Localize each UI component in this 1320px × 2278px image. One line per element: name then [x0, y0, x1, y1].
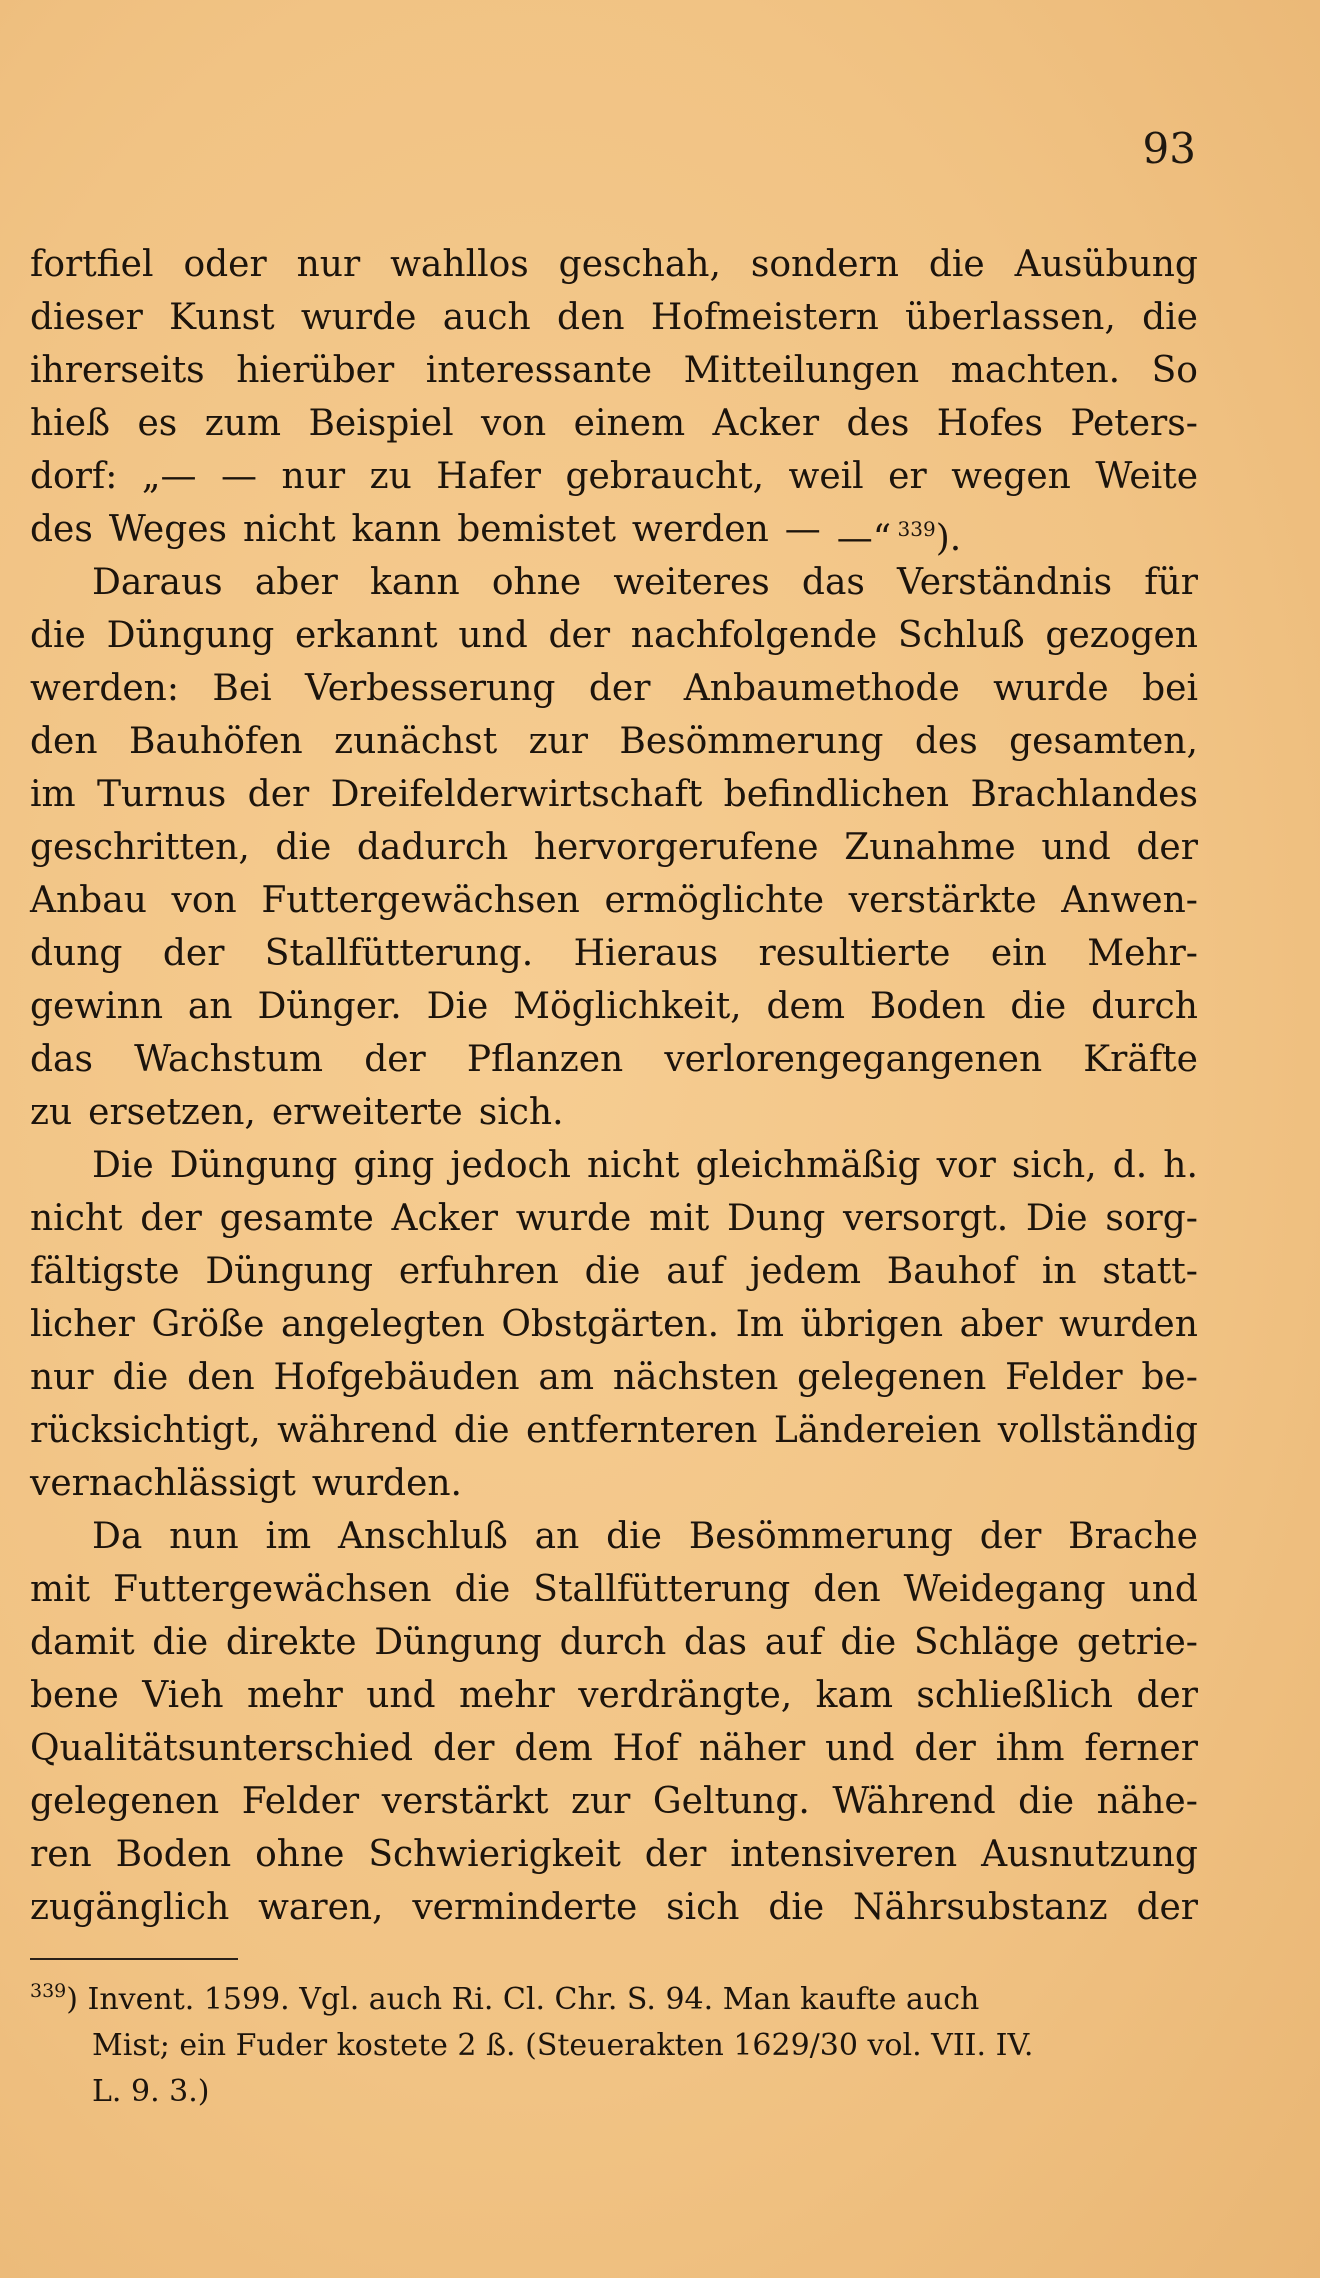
text-line [30, 662, 1198, 715]
word: werden: [30, 668, 179, 709]
word: auch [442, 297, 531, 338]
word: bemistet [457, 509, 616, 550]
word: die [1010, 986, 1067, 1027]
word: Stallfütterung [533, 1569, 791, 1610]
text-line [30, 291, 1198, 344]
word: verstärkte [848, 880, 1037, 921]
text-line [30, 1033, 1198, 1086]
word: dieser [30, 297, 143, 338]
word: hieß [30, 403, 111, 444]
word: Wachstum [134, 1039, 324, 1080]
text-line [30, 1722, 1198, 1775]
word: ein [990, 933, 1047, 974]
word: am [538, 1357, 594, 1398]
word: durch [1091, 986, 1198, 1027]
word: nicht [586, 1145, 680, 1186]
text-line [30, 1616, 1198, 1669]
word: im [265, 1516, 312, 1557]
word: die [30, 615, 86, 656]
word: an [534, 1516, 580, 1557]
word: der [140, 1198, 202, 1239]
word: übrigen [800, 1304, 944, 1345]
footnote-separator [30, 1958, 238, 1960]
word: Dünger. [257, 986, 402, 1027]
word: des [30, 509, 93, 550]
word: überlassen, [905, 297, 1116, 338]
word: nachfolgende [630, 615, 878, 656]
word: Bei [212, 668, 272, 709]
word: der [1136, 827, 1198, 868]
word: Hofgebäuden [273, 1357, 520, 1398]
word: bene [30, 1675, 119, 1716]
word: nächsten [612, 1357, 779, 1398]
word: den [30, 721, 98, 762]
word: ferner [1084, 1728, 1198, 1769]
text-line [30, 1245, 1198, 1298]
paragraph-start-line [30, 1139, 1198, 1192]
word: hervorgerufene [533, 827, 819, 868]
word: Schluß [897, 615, 1025, 656]
word: des [914, 721, 978, 762]
word: Düngung [169, 1145, 338, 1186]
footnote-line: Mist; ein Fuder kostete 2 ß. (Steuerakten 1629/30 vol. VII. IV. [92, 2028, 1034, 2063]
word: resultierte [758, 933, 951, 974]
word: Felder [241, 1781, 360, 1822]
word: entfernteren [526, 1410, 758, 1451]
word: Acker [391, 1198, 499, 1239]
text-line [30, 1881, 1198, 1934]
word: intensiveren [730, 1834, 958, 1875]
word: in [1041, 1251, 1077, 1292]
word: hierüber [236, 350, 395, 391]
word: den [187, 1357, 255, 1398]
word: weiteres [613, 562, 770, 603]
word: Pflanzen [466, 1039, 624, 1080]
word: der [1136, 1887, 1198, 1928]
word: Schwierigkeit [368, 1834, 621, 1875]
word: ren [30, 1834, 92, 1875]
word: kann [370, 562, 460, 603]
footnote-reference: 339 [891, 517, 936, 541]
word: Turnus [97, 774, 227, 815]
text-line [30, 397, 1198, 450]
word: wegen [951, 456, 1071, 497]
word: Da [92, 1516, 143, 1557]
word: zur [528, 721, 588, 762]
footnote-text: ) Invent. 1599. Vgl. auch Ri. Cl. Chr. S. 94. Man kaufte auch [66, 1982, 980, 2017]
word: kam [815, 1675, 894, 1716]
word: oder [183, 244, 267, 285]
word: So [1151, 350, 1198, 391]
word: die [584, 1251, 641, 1292]
word: Hofmeistern [650, 297, 879, 338]
word: —“ $^{339}$). [836, 517, 962, 559]
text-line [30, 980, 1198, 1033]
word: und [1041, 827, 1111, 868]
word: Hafer [436, 456, 541, 497]
word: Anbaumethode [683, 668, 960, 709]
word: die [112, 1357, 169, 1398]
word: ohne [255, 1834, 345, 1875]
word: Stallfütterung. [264, 933, 534, 974]
word: Acker [712, 403, 820, 444]
word: mit [30, 1569, 91, 1610]
word: licher [30, 1304, 135, 1345]
word: Mehr- [1087, 933, 1198, 974]
word: Dung [726, 1198, 826, 1239]
word: und [1128, 1569, 1198, 1610]
word: der [364, 1039, 426, 1080]
word: — [784, 509, 821, 550]
word: Vieh [142, 1675, 224, 1716]
word: und [825, 1728, 895, 1769]
paragraph-end-line [30, 1086, 1198, 1139]
word: befindlichen [723, 774, 950, 815]
word: nähe- [1096, 1781, 1198, 1822]
word: erfuhren [398, 1251, 559, 1292]
word: gewinn [30, 986, 164, 1027]
word: ohne [491, 562, 582, 603]
word: Futtergewächsen [261, 880, 580, 921]
word: an [187, 986, 233, 1027]
page-number: 93 [1142, 124, 1196, 173]
word: ersetzen, [88, 1092, 256, 1133]
word: werden [631, 509, 769, 550]
word: damit [30, 1622, 135, 1663]
word: dem [766, 986, 845, 1027]
word: zunächst [334, 721, 498, 762]
text-line [30, 874, 1198, 927]
word: getrie- [1076, 1622, 1198, 1663]
word: der [914, 1728, 976, 1769]
text-line [30, 1351, 1198, 1404]
word: sich. [478, 1092, 564, 1133]
word: „— [141, 456, 197, 497]
word: der [979, 1516, 1042, 1557]
word: die [275, 827, 332, 868]
text-line [30, 1828, 1198, 1881]
text-line [30, 768, 1198, 821]
word: versorgt. [843, 1198, 1009, 1239]
word: einem [573, 403, 686, 444]
word: Größe [151, 1304, 265, 1345]
word: d. [1112, 1145, 1148, 1186]
word: Qualitätsunterschied [30, 1728, 414, 1769]
word: von [171, 880, 237, 921]
word: Verständnis [897, 562, 1113, 603]
word: aber [959, 1304, 1043, 1345]
word: jedoch [450, 1145, 571, 1186]
word: das [30, 1039, 93, 1080]
word: dung [30, 933, 123, 974]
word: mit [649, 1198, 710, 1239]
word: gleichmäßig [695, 1145, 921, 1186]
word: das [801, 562, 865, 603]
word: be- [1141, 1357, 1198, 1398]
word: ermöglichte [604, 880, 824, 921]
text-line [30, 1298, 1198, 1351]
word: die [454, 1569, 511, 1610]
text-line [30, 344, 1198, 397]
word: Futtergewächsen [113, 1569, 432, 1610]
word: Möglichkeit, [513, 986, 742, 1027]
word: Anwen- [1061, 880, 1198, 921]
word: zu [30, 1092, 73, 1133]
text-line [30, 1192, 1198, 1245]
word: Mitteilungen [683, 350, 920, 391]
word: direkte [225, 1622, 357, 1663]
word: Brache [1068, 1516, 1198, 1557]
word: Beispiel [308, 403, 454, 444]
word: gesamten, [1009, 721, 1198, 762]
word: Die [1025, 1198, 1088, 1239]
word: Düngung [374, 1622, 542, 1663]
word: der [644, 1834, 707, 1875]
word: nicht [243, 509, 336, 550]
word: dem [514, 1728, 593, 1769]
word: gelegenen [30, 1781, 220, 1822]
word: wurde [515, 1198, 632, 1239]
word: der [247, 774, 310, 815]
word: Geltung. [652, 1781, 810, 1822]
word: der [588, 668, 651, 709]
word: der [1136, 1675, 1198, 1716]
text-line-with-reference [30, 503, 1198, 559]
word: Düngung [205, 1251, 374, 1292]
text-line [30, 450, 1198, 503]
word: gezogen [1045, 615, 1198, 656]
word: sich [666, 1887, 740, 1928]
word: Felder [1005, 1357, 1123, 1398]
word: Weite [1095, 456, 1198, 497]
word: die [768, 1887, 825, 1928]
word: vernachlässigt [30, 1463, 296, 1504]
word: auf [666, 1251, 725, 1292]
word: den [557, 297, 625, 338]
word: erweiterte [271, 1092, 463, 1133]
word: zu [369, 456, 412, 497]
word: Die [92, 1145, 154, 1186]
word: ihrerseits [30, 350, 205, 391]
word: nur [296, 244, 361, 285]
word: weil [788, 456, 864, 497]
word: nun [169, 1516, 239, 1557]
word: Brachlandes [970, 774, 1198, 815]
word: der [162, 933, 225, 974]
word: — [221, 456, 258, 497]
word: für [1144, 562, 1198, 603]
word: Hofes [936, 403, 1043, 444]
word: die [606, 1516, 662, 1557]
word: geschah, [558, 244, 721, 285]
word: machten. [950, 350, 1121, 391]
word: Hof [612, 1728, 680, 1769]
word: geschritten, [30, 827, 250, 868]
word: wurde [993, 668, 1109, 709]
word: Bauhöfen [128, 721, 303, 762]
word: Besömmerung [688, 1516, 953, 1557]
word: das [684, 1622, 748, 1663]
word: Boden [869, 986, 986, 1027]
word: nur [30, 1357, 94, 1398]
word: gebraucht, [565, 456, 765, 497]
word: und [366, 1675, 436, 1716]
word: Boden [115, 1834, 232, 1875]
word: der [432, 1728, 495, 1769]
word: Schläge [913, 1622, 1060, 1663]
word: wahllos [390, 244, 529, 285]
word: zum [204, 403, 282, 444]
text-line [30, 1404, 1198, 1457]
word: bei [1142, 668, 1198, 709]
word: fältigste [30, 1251, 180, 1292]
word: ihm [995, 1728, 1065, 1769]
word: sich, [1011, 1145, 1097, 1186]
word: kann [351, 509, 442, 550]
word: Ausnutzung [981, 1834, 1198, 1875]
text-line [30, 1563, 1198, 1616]
word: Anbau [30, 880, 147, 921]
word: Weges [108, 509, 228, 550]
word: die [928, 244, 985, 285]
word: wurden. [311, 1463, 462, 1504]
word: schließlich [916, 1675, 1113, 1716]
word: Hieraus [573, 933, 719, 974]
word: wurden [1059, 1304, 1198, 1345]
word: Kunst [169, 297, 275, 338]
text-line [30, 609, 1198, 662]
word: dorf: [30, 456, 118, 497]
word: der [548, 615, 611, 656]
word: den [813, 1569, 881, 1610]
word: angelegten [281, 1304, 485, 1345]
paragraph-start-line [30, 1510, 1198, 1563]
word: er [888, 456, 927, 497]
word: durch [559, 1622, 667, 1663]
text-line [30, 927, 1198, 980]
word: Obstgärten. [501, 1304, 720, 1345]
paragraph-start-line [30, 556, 1198, 609]
footnote-line [30, 1968, 1198, 2023]
word: gesamte [219, 1198, 374, 1239]
reference-closing: ). [935, 518, 962, 559]
word: Ausübung [1014, 244, 1198, 285]
word: sondern [750, 244, 899, 285]
footnote-line: L. 9. 3.) [92, 2074, 210, 2109]
text-line [30, 715, 1198, 768]
word: Bauhof [886, 1251, 1017, 1292]
word: erkannt [295, 615, 438, 656]
word: Zunahme [844, 827, 1016, 868]
word: die [453, 1410, 510, 1451]
word: auf [764, 1622, 823, 1663]
word: statt- [1102, 1251, 1198, 1292]
footnote [30, 1968, 1198, 2115]
word: Besömmerung [619, 721, 884, 762]
word: die [152, 1622, 209, 1663]
body-text [30, 238, 1198, 1934]
word: Anschluß [338, 1516, 508, 1557]
word: die [1018, 1781, 1075, 1822]
word: nicht [30, 1198, 123, 1239]
word: zugänglich [30, 1887, 230, 1928]
word: mehr [458, 1675, 555, 1716]
footnote-marker: 339 [30, 1980, 67, 2002]
word: Peters- [1070, 403, 1198, 444]
word: und [458, 615, 528, 656]
word: jedem [750, 1251, 861, 1292]
word: Dreifelderwirtschaft [330, 774, 703, 815]
word: verminderte [412, 1887, 638, 1928]
word: waren, [258, 1887, 384, 1928]
word: zur [570, 1781, 631, 1822]
word: interessante [425, 350, 653, 391]
word: Kräfte [1083, 1039, 1198, 1080]
word: es [137, 403, 178, 444]
word: dadurch [356, 827, 509, 868]
word: Ländereien [773, 1410, 982, 1451]
word: verlorengegangenen [664, 1039, 1043, 1080]
word: die [840, 1622, 897, 1663]
word: verdrängte, [578, 1675, 793, 1716]
text-line [30, 1775, 1198, 1828]
word: Düngung [106, 615, 275, 656]
word: Weidegang [903, 1569, 1106, 1610]
word: aber [254, 562, 338, 603]
word: Nährsubstanz [853, 1887, 1108, 1928]
word: wurde [300, 297, 417, 338]
word: Verbesserung [305, 668, 556, 709]
word: sorg- [1105, 1198, 1198, 1239]
word: ging [353, 1145, 435, 1186]
word: rücksichtigt, [30, 1410, 261, 1451]
word: h. [1163, 1145, 1198, 1186]
word: im [30, 774, 76, 815]
word: vor [936, 1145, 996, 1186]
word: des [846, 403, 910, 444]
word: vollständig [997, 1410, 1198, 1451]
word: verstärkt [381, 1781, 549, 1822]
paragraph-end-line [30, 1457, 1198, 1510]
word: Die [426, 986, 489, 1027]
word: nur [281, 456, 346, 497]
text-line [30, 821, 1198, 874]
word: Daraus [92, 562, 223, 603]
word: die [1142, 297, 1198, 338]
word: gelegenen [797, 1357, 987, 1398]
word: näher [698, 1728, 806, 1769]
word: von [481, 403, 547, 444]
word: mehr [246, 1675, 343, 1716]
text-line [30, 1669, 1198, 1722]
word: während [277, 1410, 438, 1451]
word: Im [735, 1304, 784, 1345]
word: fortfiel [30, 244, 154, 285]
word: Während [832, 1781, 996, 1822]
text-line [30, 238, 1198, 291]
